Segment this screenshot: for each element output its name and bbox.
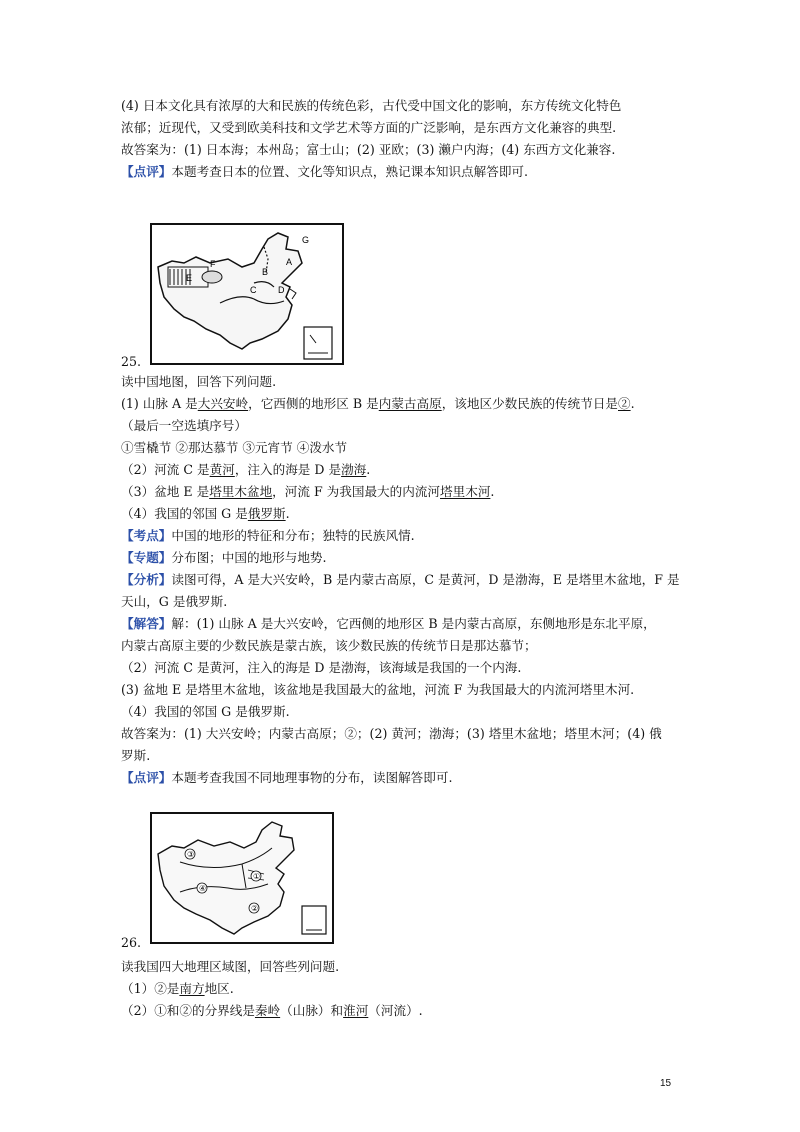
text-segment: （1）②是 xyxy=(121,981,180,996)
answer-blank: 俄罗斯 xyxy=(247,506,286,521)
comment-tag: 【点评】 xyxy=(121,770,172,785)
question-number: 26. xyxy=(121,935,142,950)
text-segment: . xyxy=(490,484,495,499)
solution-line: （4）我国的邻国 G 是俄罗斯. xyxy=(121,704,290,719)
map-label-e: E xyxy=(186,273,193,283)
text-segment: 地区. xyxy=(204,981,234,996)
options-line: ①雪橇节 ②那达慕节 ③元宵节 ④泼水节 xyxy=(121,440,348,455)
question-intro: 读我国四大地理区域图，回答些列问题. xyxy=(121,959,340,974)
question-line xyxy=(121,981,234,997)
analysis-line: 天山，G 是俄罗斯. xyxy=(121,594,228,609)
region-label-4: ④ xyxy=(199,884,207,893)
text-segment: (1) 山脉 A 是 xyxy=(121,396,198,411)
answer-blank: 塔里木河 xyxy=(440,484,491,499)
answer-blank: ② xyxy=(618,396,631,411)
question-note: （最后一空选填序号） xyxy=(121,418,247,433)
text-segment: 解：(1) 山脉 A 是大兴安岭，它西侧的地形区 B 是内蒙古高原，东侧地形是东北平原， xyxy=(171,616,656,631)
answer-blank: 大兴安岭 xyxy=(197,396,249,411)
page-number: 15 xyxy=(660,1078,672,1089)
kaodian-tag: 【考点】 xyxy=(121,528,172,543)
question-line xyxy=(121,1003,423,1019)
region-label-1: ① xyxy=(253,872,261,881)
text-segment: ，河流 F 为我国最大的内流河 xyxy=(272,484,441,499)
answer-blank: 内蒙古高原 xyxy=(378,396,442,411)
answer-blank: 秦岭 xyxy=(254,1003,281,1018)
text-segment: （4）我国的邻国 G 是 xyxy=(121,506,248,521)
paragraph-line: (4) 日本文化具有浓厚的大和民族的传统色彩，古代受中国文化的影响，东方传统文化特色 xyxy=(121,98,622,113)
text-segment: （河流）. xyxy=(368,1003,423,1018)
answer-blank: 南方 xyxy=(179,981,205,996)
answer-blank: 淮河 xyxy=(343,1003,369,1018)
zhuanti-line xyxy=(121,550,327,566)
solution-line: （2）河流 C 是黄河，注入的海是 D 是渤海，该海域是我国的一个内海. xyxy=(121,660,522,675)
text-segment: 中国的地形的特征和分布；独特的民族风情. xyxy=(171,528,415,543)
answer-line: 故答案为：(1) 日本海；本州岛；富士山；(2) 亚欧；(3) 濑户内海；(4) 东西方文化兼容. xyxy=(121,142,616,157)
kaodian-line xyxy=(121,528,415,544)
text-segment: ，它西侧的地形区 B 是 xyxy=(248,396,379,411)
text-segment: . xyxy=(630,396,635,411)
text-segment: （山脉）和 xyxy=(280,1003,344,1018)
answer-line: 罗斯. xyxy=(121,748,151,763)
text-segment: . xyxy=(285,506,290,521)
china-map-q25 xyxy=(150,223,344,365)
answer-blank: 黄河 xyxy=(209,462,235,477)
text-segment: ，该地区少数民族的传统节日是 xyxy=(441,396,618,411)
analysis-tag: 【分析】 xyxy=(121,572,172,587)
comment-line xyxy=(121,770,452,786)
zhuanti-tag: 【专题】 xyxy=(121,550,172,565)
question-line xyxy=(121,462,370,478)
comment-tag: 【点评】 xyxy=(121,164,172,179)
text-segment: 读图可得，A 是大兴安岭，B 是内蒙古高原，C 是黄河，D 是渤海，E 是塔里木盆地，F 是 xyxy=(171,572,680,587)
answer-blank: 塔里木盆地 xyxy=(209,484,273,499)
analysis-line xyxy=(121,572,680,588)
question-line xyxy=(121,484,494,500)
text-segment: （3）盆地 E 是 xyxy=(121,484,210,499)
china-regions-map-q26 xyxy=(150,812,334,944)
solution-line: (3) 盆地 E 是塔里木盆地，该盆地是我国最大的盆地，河流 F 为我国最大的内流河塔里木河. xyxy=(121,682,635,697)
region-label-2: ② xyxy=(251,904,259,913)
solution-tag: 【解答】 xyxy=(121,616,172,631)
text-segment: . xyxy=(366,462,371,477)
text-segment: ，注入的海是 D 是 xyxy=(234,462,342,477)
comment-line xyxy=(121,164,528,180)
text-segment: （2）①和②的分界线是 xyxy=(121,1003,255,1018)
map-label-d: D xyxy=(278,285,285,295)
question-intro: 读中国地图，回答下列问题. xyxy=(121,374,277,389)
solution-line xyxy=(121,616,656,632)
comment-text: 本题考查日本的位置、文化等知识点，熟记课本知识点解答即可. xyxy=(171,164,529,179)
region-label-3: ③ xyxy=(187,850,195,859)
answer-line: 故答案为：(1) 大兴安岭；内蒙古高原；②；(2) 黄河；渤海；(3) 塔里木盆地；塔里木河；(4) 俄 xyxy=(121,726,662,741)
paragraph-line: 浓郁；近现代，又受到欧美科技和文学艺术等方面的广泛影响，是东西方文化兼容的典型. xyxy=(121,120,617,135)
map-label-g: G xyxy=(302,235,310,245)
text-segment: 分布图；中国的地形与地势. xyxy=(171,550,327,565)
map-label-f: F xyxy=(210,259,216,269)
question-line xyxy=(121,506,290,522)
text-segment: （2）河流 C 是 xyxy=(121,462,210,477)
map-label-a: A xyxy=(286,257,293,267)
solution-line: 内蒙古高原主要的少数民族是蒙古族，该少数民族的传统节日是那达慕节； xyxy=(121,638,537,653)
answer-blank: 渤海 xyxy=(341,462,367,477)
question-line xyxy=(121,396,635,412)
question-number: 25. xyxy=(121,354,142,369)
map-label-b: B xyxy=(262,267,269,277)
map-label-c: C xyxy=(250,285,257,295)
text-segment: 本题考查我国不同地理事物的分布，读图解答即可. xyxy=(171,770,453,785)
